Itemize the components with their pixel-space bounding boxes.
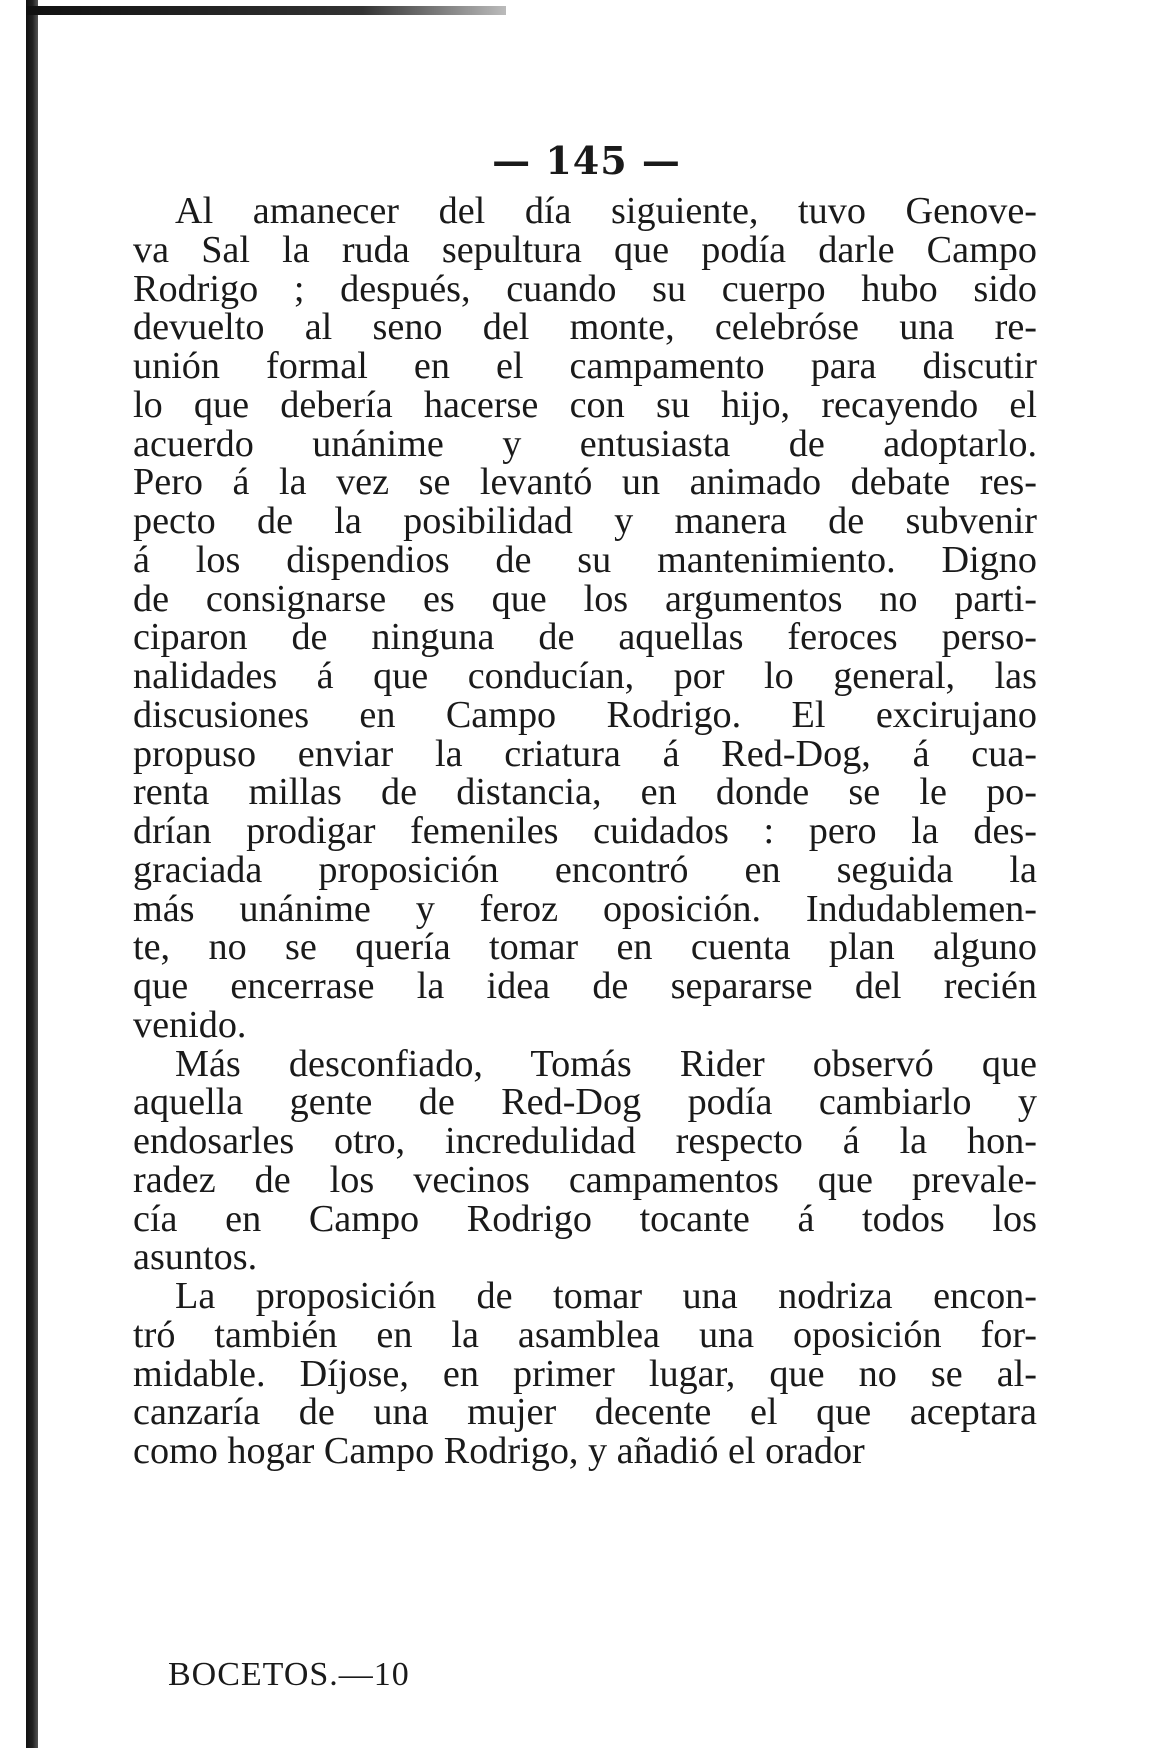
text-line: midable. Díjose, en primer lugar, que no se al- [133, 1352, 1037, 1395]
body-text [133, 192, 1037, 1471]
page-number: — 145 — [492, 138, 681, 183]
text-line: renta millas de distancia, en donde se le po- [133, 771, 1037, 814]
printer-signature: BOCETOS.—10 [168, 1656, 410, 1693]
text-line: tró también en la asamblea una oposición for- [133, 1313, 1037, 1356]
text-line: como hogar Campo Rodrigo, y añadió el orador [133, 1430, 865, 1472]
text-line: aquella gente de Red-Dog podía cambiarlo y [133, 1081, 1037, 1124]
binding-top-edge [26, 6, 506, 15]
text-line: cía en Campo Rodrigo tocante á todos los [133, 1197, 1037, 1240]
text-line: pecto de la posibilidad y manera de subvenir [133, 500, 1037, 542]
text-line: canzaría de una mujer decente el que aceptara [133, 1391, 1037, 1434]
text-line: de consignarse es que los argumentos no parti- [133, 577, 1037, 620]
text-line: va Sal la ruda sepultura que podía darle Campo [133, 228, 1037, 271]
text-line: acuerdo unánime y entusiasta de adoptarlo. [133, 422, 1037, 465]
text-line: unión formal en el campamento para discutir [133, 345, 1037, 387]
text-line: lo que debería hacerse con su hijo, recayendo el [133, 383, 1037, 426]
binding-edge [26, 0, 38, 1748]
text-line: más unánime y feroz oposición. Indudablemen- [133, 887, 1037, 930]
text-line: Rodrigo ; después, cuando su cuerpo hubo sido [133, 267, 1037, 310]
text-line: drían prodigar femeniles cuidados : pero la des- [133, 810, 1037, 852]
text-line: á los dispendios de su mantenimiento. Digno [133, 538, 1037, 581]
text-line: La proposición de tomar una nodriza encon- [175, 1275, 1037, 1317]
text-line: devuelto al seno del monte, celebróse una re- [133, 306, 1037, 349]
text-line: discusiones en Campo Rodrigo. El excirujano [133, 693, 1037, 736]
text-line: radez de los vecinos campamentos que prevale- [133, 1158, 1037, 1201]
text-line: propuso enviar la criatura á Red-Dog, á cua- [133, 732, 1037, 775]
text-line: ciparon de ninguna de aquellas feroces perso- [133, 616, 1037, 659]
text-line: te, no se quería tomar en cuenta plan alguno [133, 926, 1037, 969]
text-line: Más desconfiado, Tomás Rider observó que [175, 1042, 1037, 1085]
text-line: graciada proposición encontró en seguida la [133, 848, 1037, 891]
text-line: venido. [133, 1003, 247, 1046]
text-line: Al amanecer del día siguiente, tuvo Genove- [175, 190, 1037, 232]
text-line: nalidades á que conducían, por lo general, las [133, 655, 1037, 697]
text-line: que encerrase la idea de separarse del recién [133, 965, 1037, 1007]
text-line: asuntos. [133, 1236, 258, 1279]
text-line: Pero á la vez se levantó un animado debate res- [133, 461, 1037, 504]
text-line: endosarles otro, incredulidad respecto á la hon- [133, 1120, 1037, 1162]
